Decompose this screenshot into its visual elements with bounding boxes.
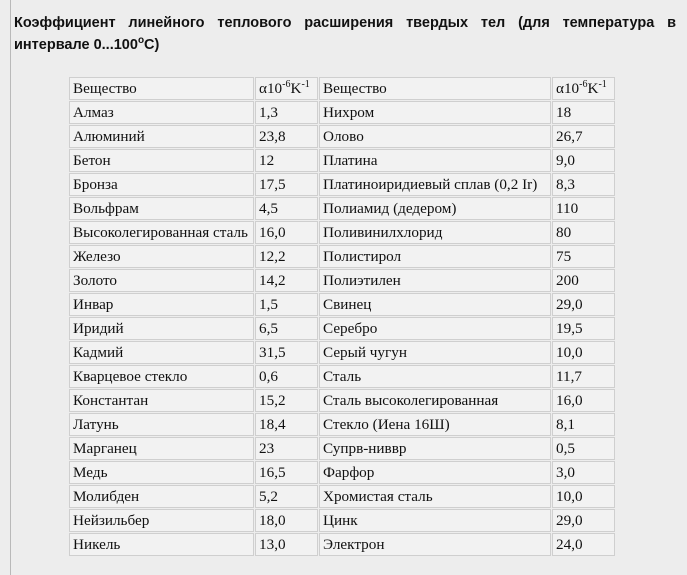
coefficient-value-right: 8,1 [552, 413, 615, 436]
table-row [69, 533, 615, 556]
coef-unit-exp: -1 [301, 78, 310, 90]
coefficient-value-right: 10,0 [552, 341, 615, 364]
substance-name-left: Латунь [69, 413, 254, 436]
coef-unit-exp: -1 [598, 78, 607, 90]
substance-name-right: Полиамид (дедером) [319, 197, 551, 220]
coefficient-value-right: 110 [552, 197, 615, 220]
coefficient-value-left: 0,6 [255, 365, 318, 388]
substance-name-right: Сталь [319, 365, 551, 388]
substance-name-left: Алюминий [69, 125, 254, 148]
table-row [69, 149, 615, 172]
page-left-border [10, 0, 11, 575]
substance-name-right: Нихром [319, 101, 551, 124]
coefficient-value-left: 18,4 [255, 413, 318, 436]
table-row [69, 269, 615, 292]
coefficient-value-left: 6,5 [255, 317, 318, 340]
table-row [69, 245, 615, 268]
substance-name-left: Железо [69, 245, 254, 268]
coefficient-value-right: 24,0 [552, 533, 615, 556]
expansion-coefficient-table [68, 76, 616, 557]
coefficient-value-left: 31,5 [255, 341, 318, 364]
table-row [69, 341, 615, 364]
substance-name-left: Бронза [69, 173, 254, 196]
coefficient-value-right: 19,5 [552, 317, 615, 340]
substance-name-right: Полистирол [319, 245, 551, 268]
header-coefficient-right [552, 77, 615, 100]
substance-name-left: Высоколегированная сталь [69, 221, 254, 244]
table-row [69, 317, 615, 340]
coefficient-value-left: 1,3 [255, 101, 318, 124]
substance-name-right: Серебро [319, 317, 551, 340]
header-substance-right: Вещество [319, 77, 551, 100]
coefficient-value-right: 0,5 [552, 437, 615, 460]
coefficient-value-left: 1,5 [255, 293, 318, 316]
coefficient-value-right: 18 [552, 101, 615, 124]
coefficient-value-right: 75 [552, 245, 615, 268]
title-degree: o [137, 35, 145, 47]
table-row [69, 293, 615, 316]
table-row [69, 221, 615, 244]
coefficient-value-left: 18,0 [255, 509, 318, 532]
table-row [69, 437, 615, 460]
substance-name-left: Кварцевое стекло [69, 365, 254, 388]
substance-name-right: Фарфор [319, 461, 551, 484]
substance-name-right: Стекло (Иена 16Ш) [319, 413, 551, 436]
coefficient-value-left: 15,2 [255, 389, 318, 412]
table-row [69, 461, 615, 484]
title-text: Коэффициент линейного теплового расширения твердых тел (для температура в интервале 0...100 [14, 15, 676, 53]
table-row [69, 413, 615, 436]
substance-name-left: Марганец [69, 437, 254, 460]
coefficient-value-right: 80 [552, 221, 615, 244]
coefficient-value-right: 10,0 [552, 485, 615, 508]
coefficient-value-right: 26,7 [552, 125, 615, 148]
coef-exp: -6 [282, 78, 291, 90]
coef-unit: K [290, 79, 302, 97]
coefficient-value-right: 9,0 [552, 149, 615, 172]
table-row [69, 101, 615, 124]
substance-name-left: Золото [69, 269, 254, 292]
coefficient-value-left: 12 [255, 149, 318, 172]
coefficient-value-left: 13,0 [255, 533, 318, 556]
table-row [69, 509, 615, 532]
table-row [69, 485, 615, 508]
page-title [14, 12, 676, 56]
coefficient-value-left: 17,5 [255, 173, 318, 196]
coefficient-value-right: 8,3 [552, 173, 615, 196]
substance-name-right: Хромистая сталь [319, 485, 551, 508]
table-header-row [69, 77, 615, 100]
header-coefficient-left [255, 77, 318, 100]
table-row [69, 365, 615, 388]
substance-name-left: Кадмий [69, 341, 254, 364]
coefficient-value-left: 5,2 [255, 485, 318, 508]
substance-name-left: Иридий [69, 317, 254, 340]
substance-name-right: Полиэтилен [319, 269, 551, 292]
coefficient-value-right: 16,0 [552, 389, 615, 412]
substance-name-right: Платиноиридиевый сплав (0,2 Ir) [319, 173, 551, 196]
coefficient-value-right: 29,0 [552, 293, 615, 316]
substance-name-left: Нейзильбер [69, 509, 254, 532]
coefficient-value-right: 3,0 [552, 461, 615, 484]
substance-name-left: Инвар [69, 293, 254, 316]
coef-prefix: α10 [259, 79, 283, 97]
coef-prefix: α10 [556, 79, 580, 97]
coefficient-value-right: 200 [552, 269, 615, 292]
substance-name-right: Серый чугун [319, 341, 551, 364]
coefficient-value-left: 16,5 [255, 461, 318, 484]
header-substance-left: Вещество [69, 77, 254, 100]
coefficient-value-right: 29,0 [552, 509, 615, 532]
coefficient-value-left: 23,8 [255, 125, 318, 148]
coefficient-value-left: 14,2 [255, 269, 318, 292]
table-row [69, 197, 615, 220]
substance-name-right: Поливинилхлорид [319, 221, 551, 244]
substance-name-right: Цинк [319, 509, 551, 532]
substance-name-right: Олово [319, 125, 551, 148]
substance-name-right: Супрв-ниввр [319, 437, 551, 460]
substance-name-left: Молибден [69, 485, 254, 508]
coefficient-value-left: 12,2 [255, 245, 318, 268]
substance-name-right: Платина [319, 149, 551, 172]
coef-exp: -6 [579, 78, 588, 90]
substance-name-left: Бетон [69, 149, 254, 172]
coefficient-value-right: 11,7 [552, 365, 615, 388]
table-row [69, 173, 615, 196]
substance-name-right: Электрон [319, 533, 551, 556]
coefficient-value-left: 4,5 [255, 197, 318, 220]
title-text-end: C) [144, 37, 160, 53]
substance-name-left: Константан [69, 389, 254, 412]
table-row [69, 125, 615, 148]
substance-name-right: Сталь высоколегированная [319, 389, 551, 412]
table-row [69, 389, 615, 412]
coef-unit: K [587, 79, 599, 97]
coefficient-value-left: 23 [255, 437, 318, 460]
substance-name-left: Алмаз [69, 101, 254, 124]
substance-name-left: Медь [69, 461, 254, 484]
substance-name-left: Вольфрам [69, 197, 254, 220]
substance-name-right: Свинец [319, 293, 551, 316]
substance-name-left: Никель [69, 533, 254, 556]
coefficient-value-left: 16,0 [255, 221, 318, 244]
